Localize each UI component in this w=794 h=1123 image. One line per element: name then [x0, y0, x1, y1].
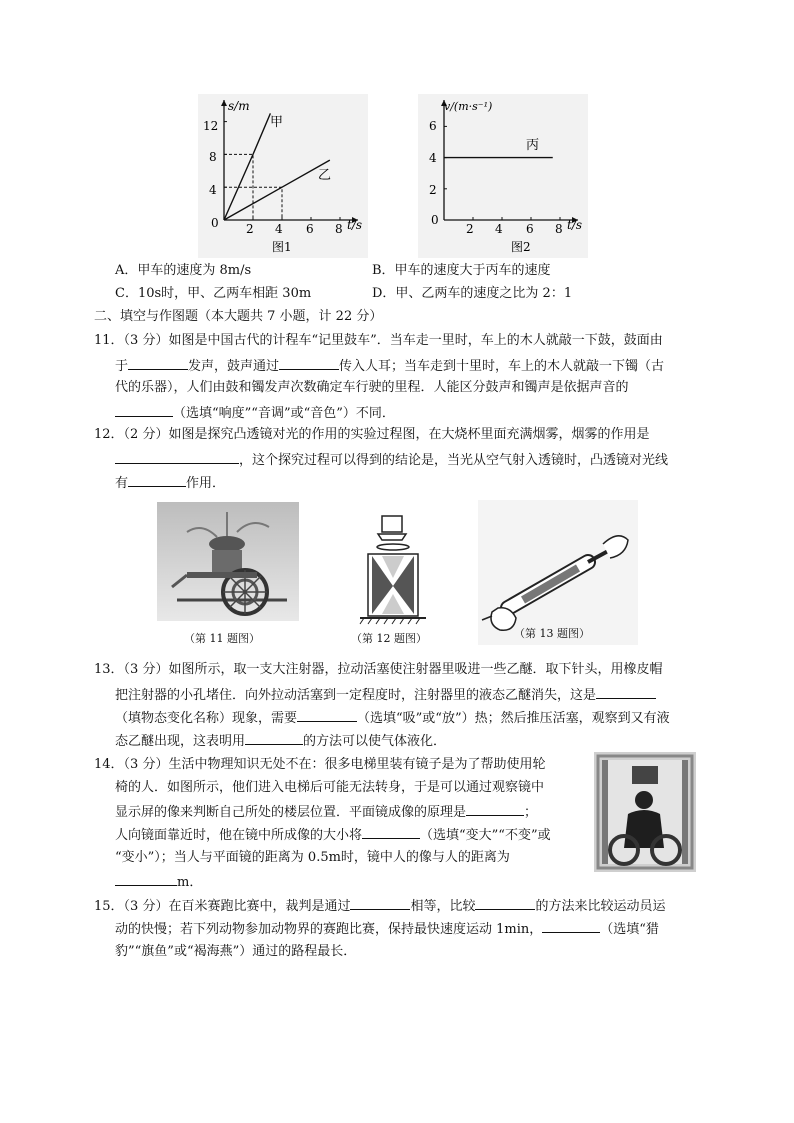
q11-line-2 [115, 355, 664, 377]
fig1-xtick-4: 4 [275, 222, 283, 236]
q12-text-a: 有 [115, 476, 129, 491]
q13-line-2 [115, 684, 656, 706]
q15-blank-3[interactable] [542, 918, 600, 933]
fig2-xtick-6: 6 [526, 222, 534, 236]
q11-text-b: 发声，鼓声通过 [188, 359, 280, 374]
fig2-ylabel: v/(m·s⁻¹) [444, 100, 493, 113]
fig1-xtick-2: 2 [246, 222, 254, 236]
q11-blank-1[interactable] [128, 355, 188, 370]
q11-line-3: 代的乐器），人们由鼓和镯发声次数确定车行驶的里程．人能区分鼓声和镯声是依据声音的 [115, 380, 629, 395]
q14-line-5: “变小”）；当人与平面镜的距离为 0.5m时，镜中人的像与人的距离为 [115, 850, 510, 865]
q15-text-d: 动的快慢；若下列动物参加动物界的赛跑比赛，保持最快速度运动 1min， [115, 922, 543, 937]
q12-line-1: 12．（2 分）如图是探究凸透镜对光的作用的实验过程图，在大烧杯里面充满烟雾，烟雾的作用是 [94, 427, 650, 442]
fig1-ytick-12: 12 [203, 119, 219, 133]
q14-line-6 [115, 871, 202, 893]
figure-1-st-graph [198, 94, 368, 258]
fig2-ytick-4: 4 [429, 151, 437, 165]
q14-blank-2[interactable] [362, 824, 420, 839]
section-2-heading: 二、填空与作图题（本大题共 7 小题，计 22 分） [94, 309, 383, 324]
q11-drum-cart-photo [157, 502, 299, 621]
q14-text-c: 人向镜面靠近时，他在镜中所成像的大小将 [115, 828, 363, 843]
option-a: A．甲车的速度为 8m/s [115, 263, 252, 278]
option-b: B．甲车的速度大于丙车的速度 [372, 263, 551, 278]
fig1-series-label-jia: 甲 [270, 115, 284, 130]
q13-blank-2[interactable] [297, 707, 357, 722]
figure-2-vt-graph [418, 94, 588, 258]
fig1-ylabel: s/m [228, 99, 250, 113]
fig1-ytick-8: 8 [209, 150, 217, 164]
q13-syringe-drawing [478, 500, 638, 645]
fig2-caption: 图2 [511, 240, 531, 254]
fig2-xtick-2: 2 [466, 222, 474, 236]
q12-blank-2[interactable] [128, 472, 186, 487]
q13-line-3 [115, 707, 670, 729]
q14-text-e: m． [177, 875, 203, 890]
q11-text-c: 传入人耳；当车走到十里时，车上的木人就敲一下镯（古 [339, 359, 665, 374]
q13-text-b: （填物态变化名称）现象，需要 [115, 711, 298, 726]
q15-line-2 [115, 918, 659, 940]
option-d: D．甲、乙两车的速度之比为 2：1 [372, 286, 573, 301]
fig1-xtick-6: 6 [306, 222, 314, 236]
q14-line-3 [115, 801, 537, 823]
fig1-xtick-8: 8 [335, 222, 343, 236]
q14-text-d: （选填“变大”“不变”或 [420, 828, 551, 843]
q13-blank-3[interactable] [245, 730, 303, 745]
q13-text-e: 的方法可以使气体液化． [303, 734, 447, 749]
q11-text-d: （选填“响度”“音调”或“音色”）不同． [173, 406, 395, 421]
q14-blank-3[interactable] [115, 871, 177, 886]
fig2-ytick-6: 6 [429, 119, 437, 133]
q15-text-b: 相等，比较 [410, 899, 476, 914]
q12-line-2 [115, 449, 668, 471]
q14-line-2: 椅的人．如图所示，他们进入电梯后可能无法转身，于是可以通过观察镜中 [115, 780, 545, 795]
fig1-ytick-0: 0 [211, 216, 219, 230]
fig1-caption: 图1 [272, 240, 292, 254]
q11-blank-2[interactable] [279, 355, 339, 370]
q15-text-a: 15．（3 分）在百米赛跑比赛中，裁判是通过 [94, 899, 351, 914]
q15-blank-2[interactable] [475, 895, 535, 910]
fig1-series-label-yi: 乙 [318, 168, 332, 183]
q12-text-b: ，这个探究过程可以得到的结论是，当光从空气射入透镜时，凸透镜对光线 [239, 453, 669, 468]
fig1-xlabel: t/s [347, 218, 363, 232]
q12-text-c: 作用． [186, 476, 226, 491]
q11-line-4 [115, 402, 395, 424]
q15-text-e: （选填“猎 [600, 922, 659, 937]
q14-blank-1[interactable] [466, 801, 524, 816]
q14-line-1: 14．（3 分）生活中物理知识无处不在：很多电梯里装有镜子是为了帮助使用轮 [94, 757, 546, 772]
fig1-ytick-4: 4 [209, 183, 217, 197]
q15-line-1 [94, 895, 665, 917]
q13-text-a: 把注射器的小孔堵住．向外拉动活塞到一定程度时，注射器里的液态乙醚消失，这是 [115, 688, 597, 703]
q13-figure-caption: （第 13 题图） [514, 627, 590, 640]
q11-figure-caption: （第 11 题图） [184, 632, 260, 645]
q15-blank-1[interactable] [350, 895, 410, 910]
q11-line-1: 11．（3 分）如图是中国古代的计程车“记里鼓车”．当车走一里时，车上的木人就敲一下鼓，鼓面由 [94, 333, 663, 348]
option-c: C．10s时，甲、乙两车相距 30m [115, 286, 312, 301]
fig2-ytick-0: 0 [431, 213, 439, 227]
q14-line-4 [115, 824, 551, 846]
fig2-xtick-4: 4 [495, 222, 503, 236]
q13-blank-1[interactable] [596, 684, 656, 699]
q14-elevator-mirror-photo [594, 752, 696, 872]
q12-line-3 [115, 472, 225, 494]
q13-text-d: 态乙醚出现，这表明用 [115, 734, 246, 749]
q15-text-c: 的方法来比较运动员运 [535, 899, 666, 914]
q11-blank-3[interactable] [115, 402, 173, 417]
q15-line-3: 豹”“旗鱼”或“褐海燕”）通过的路程最长． [115, 944, 357, 959]
fig2-ytick-2: 2 [429, 183, 437, 197]
q14-text-b: ； [524, 805, 538, 820]
q14-text-a: 显示屏的像来判断自己所处的楼层位置．平面镜成像的原理是 [115, 805, 467, 820]
fig2-xtick-8: 8 [555, 222, 563, 236]
q12-lens-diagram [356, 514, 430, 626]
q11-text-a: 于 [115, 359, 129, 374]
q13-line-4 [115, 730, 446, 752]
q12-figure-caption: （第 12 题图） [351, 632, 427, 645]
fig2-xlabel: t/s [567, 218, 583, 232]
q13-text-c: （选填“吸”或“放”）热；然后推压活塞，观察到又有液 [357, 711, 670, 726]
q13-line-1: 13．（3 分）如图所示，取一支大注射器，拉动活塞使注射器里吸进一些乙醚．取下针头，用橡皮帽 [94, 662, 663, 677]
q12-blank-1[interactable] [115, 449, 239, 464]
fig2-series-label-bing: 丙 [526, 138, 540, 153]
